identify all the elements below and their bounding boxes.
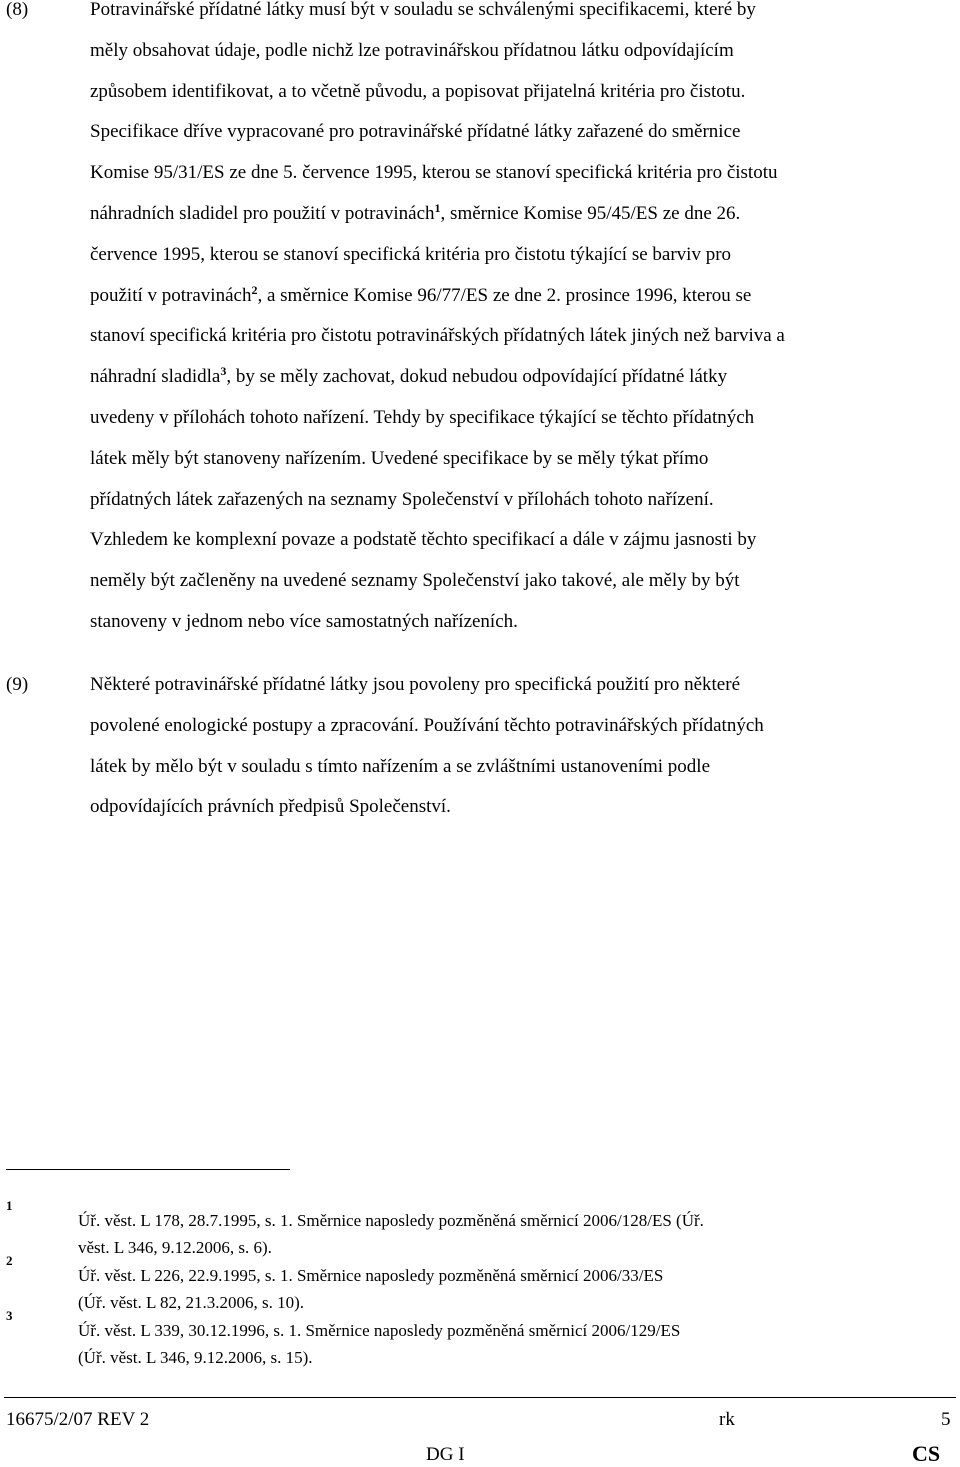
text-run: povolené enologické postupy a zpracování. Používání těchto potravinářských přídatných bbox=[90, 714, 764, 736]
text-run: Vzhledem ke komplexní povaze a podstatě těchto specifikací a dále v zájmu jasnosti by bbox=[90, 529, 757, 551]
text-run: měly obsahovat údaje, podle nichž lze potravinářskou přídatnou látku odpovídajícím bbox=[90, 39, 734, 61]
text-run: Specifikace dříve vypracované pro potravinářské přídatné látky zařazené do směrnice bbox=[90, 121, 741, 143]
paragraph-line bbox=[90, 439, 958, 480]
paragraph-line bbox=[90, 153, 958, 194]
footnote-text bbox=[78, 1262, 663, 1316]
text-run: uvedeny v přílohách tohoto nařízení. Tehdy by specifikace týkající se těchto přídatných bbox=[90, 406, 755, 428]
document-code: 16675/2/07 REV 2 bbox=[6, 1409, 150, 1430]
text-run: látek by mělo být v souladu s tímto nařízením a se zvláštními ustanoveními podle bbox=[90, 755, 711, 777]
footnote-reference: 3 bbox=[220, 364, 227, 379]
paragraph-text bbox=[90, 0, 958, 643]
paragraph-text bbox=[90, 665, 958, 828]
text-run: odpovídajících právních předpisů Společenství. bbox=[90, 796, 451, 818]
paragraph-line bbox=[90, 235, 958, 276]
text-run: neměly být začleněny na uvedené seznamy Společenství jako takové, ale měly by být bbox=[90, 570, 740, 592]
footnote-mark: 1 bbox=[6, 1198, 13, 1213]
paragraph-number: (8) bbox=[6, 0, 29, 20]
paragraph-line bbox=[90, 31, 958, 72]
footnote-line: Úř. věst. L 339, 30.12.1996, s. 1. Směrnice naposledy pozměněná směrnicí 2006/129/ES bbox=[78, 1321, 681, 1340]
text-run: použití v potravinách bbox=[90, 284, 252, 306]
footer-rule bbox=[4, 1397, 956, 1398]
footnote-text bbox=[78, 1317, 680, 1371]
text-run: Komise 95/31/ES ze dne 5. července 1995, kterou se stanoví specifická kritéria pro čistotu bbox=[90, 162, 778, 184]
paragraph-line bbox=[90, 602, 958, 643]
paragraph-line bbox=[90, 398, 958, 439]
paragraph-line bbox=[90, 194, 958, 235]
footnote-reference: 2 bbox=[251, 282, 258, 297]
footnote-line: (Úř. věst. L 346, 9.12.2006, s. 15). bbox=[78, 1348, 313, 1367]
paragraph-line bbox=[90, 480, 958, 521]
text-run: stanoví specifická kritéria pro čistotu potravinářských přídatných látek jiných než barviva a bbox=[90, 325, 785, 347]
footnote-line: (Úř. věst. L 82, 21.3.2006, s. 10). bbox=[78, 1293, 305, 1312]
footnote-mark: 3 bbox=[6, 1308, 13, 1323]
footnote-line: věst. L 346, 9.12.2006, s. 6). bbox=[78, 1238, 272, 1257]
language-code: CS bbox=[912, 1441, 941, 1466]
page-number: 5 bbox=[941, 1409, 951, 1430]
footnote-text bbox=[78, 1207, 704, 1261]
author-initials: rk bbox=[719, 1409, 735, 1430]
footnote-line: Úř. věst. L 226, 22.9.1995, s. 1. Směrnice naposledy pozměněná směrnicí 2006/33/ES bbox=[78, 1266, 664, 1285]
paragraph-line bbox=[90, 112, 958, 153]
paragraph-line bbox=[90, 520, 958, 561]
footnote-separator bbox=[6, 1169, 290, 1170]
text-run: náhradních sladidel pro použití v potravinách bbox=[90, 202, 435, 224]
text-run: Potravinářské přídatné látky musí být v souladu se schválenými specifikacemi, které by bbox=[90, 0, 756, 20]
text-run: , by se měly zachovat, dokud nebudou odpovídající přídatné látky bbox=[226, 366, 728, 388]
footnote-line: Úř. věst. L 178, 28.7.1995, s. 1. Směrnice naposledy pozměněná směrnicí 2006/128/ES (Úř. bbox=[78, 1211, 704, 1230]
footnote-reference: 1 bbox=[434, 200, 441, 215]
text-run: náhradní sladidla bbox=[90, 366, 221, 388]
directorate-general: DG I bbox=[426, 1444, 465, 1465]
text-run: Některé potravinářské přídatné látky jsou povoleny pro specifická použití pro některé bbox=[90, 674, 740, 695]
text-run: , a směrnice Komise 96/77/ES ze dne 2. prosince 1996, kterou se bbox=[257, 284, 752, 306]
text-run: přídatných látek zařazených na seznamy Společenství v přílohách tohoto nařízení. bbox=[90, 488, 714, 510]
text-run: července 1995, kterou se stanoví specifická kritéria pro čistotu týkající se barviv pro bbox=[90, 243, 732, 265]
text-run: , směrnice Komise 95/45/ES ze dne 26. bbox=[440, 202, 741, 224]
text-run: stanoveny v jednom nebo více samostatných nařízeních. bbox=[90, 610, 518, 632]
paragraph-line bbox=[90, 747, 958, 788]
paragraph-line bbox=[90, 0, 958, 31]
text-run: látek měly být stanoveny nařízením. Uvedené specifikace by se měly týkat přímo bbox=[90, 447, 709, 469]
text-run: způsobem identifikovat, a to včetně původu, a popisovat přijatelná kritéria pro čistotu. bbox=[90, 80, 746, 102]
paragraph-line bbox=[90, 72, 958, 113]
paragraph-line bbox=[90, 276, 958, 317]
paragraph-line bbox=[90, 561, 958, 602]
paragraph-line bbox=[90, 665, 958, 706]
paragraph-line bbox=[90, 787, 958, 828]
paragraph-line bbox=[90, 706, 958, 747]
paragraph-line bbox=[90, 357, 958, 398]
paragraph-number: (9) bbox=[6, 674, 29, 695]
paragraph-line bbox=[90, 316, 958, 357]
footnote-mark: 2 bbox=[6, 1253, 13, 1268]
